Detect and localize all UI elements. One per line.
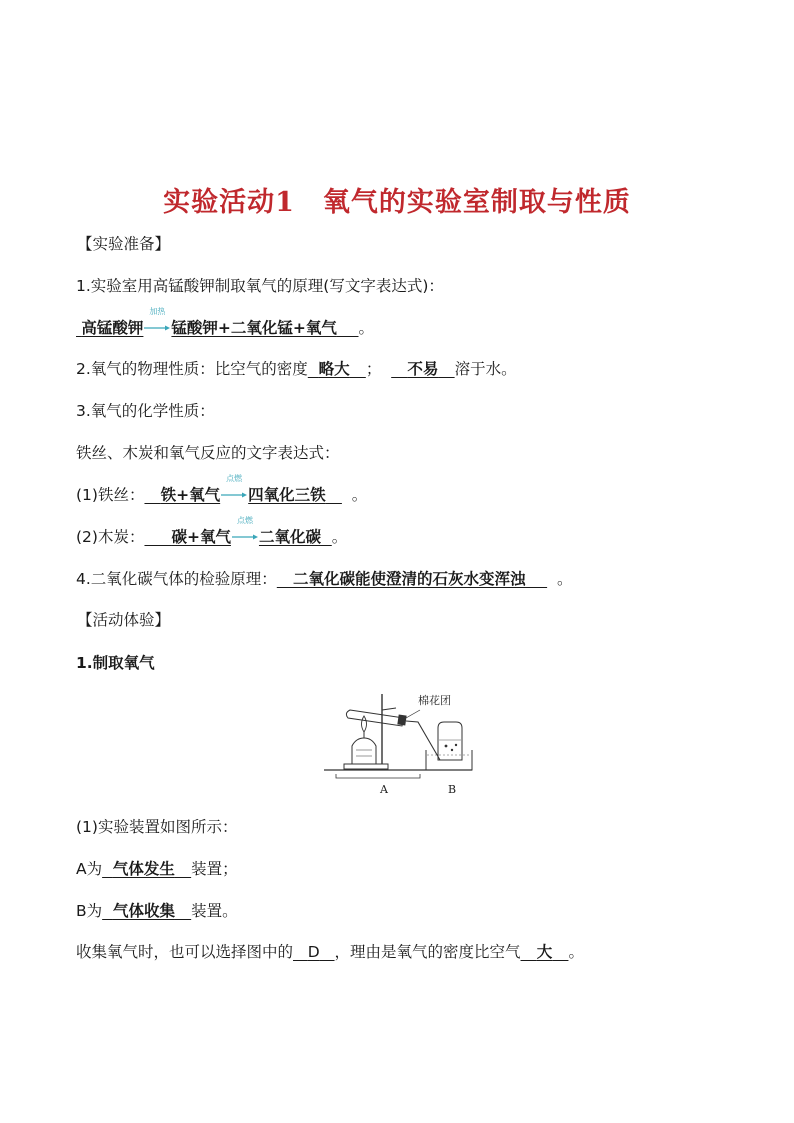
- q1-condition: 加热: [149, 307, 166, 316]
- act-a-answer-text: 气体发生: [112, 860, 175, 878]
- q2-answer1: [308, 360, 366, 378]
- act-b-answer: [102, 902, 191, 920]
- q3-iron-equation: [144, 474, 341, 504]
- page-title: 实验活动1 氧气的实验室制取与性质: [163, 187, 631, 218]
- act-collect-answer-text: D: [307, 943, 320, 961]
- section-activity-heading: 【活动体验】: [77, 611, 171, 629]
- section-prep-heading: 【实验准备】: [77, 235, 171, 253]
- act-collect-answer2-text: 大: [536, 943, 553, 961]
- q3-carbon-reactant: 碳+氧气: [171, 528, 231, 546]
- act-a-answer: [102, 860, 191, 878]
- q1-equation: [76, 307, 359, 337]
- act-collect-answer2: [521, 943, 569, 961]
- q3-iron-end: 。: [351, 486, 368, 504]
- q2-answer2-text: 不易: [407, 360, 439, 378]
- figure-label-a: A: [380, 783, 388, 796]
- q2-answer1-text: 略大: [318, 360, 350, 378]
- apparatus-figure: [322, 688, 482, 798]
- act-b-prefix: B为: [76, 902, 103, 920]
- q4-answer: [277, 570, 547, 588]
- q3-iron-reactant: 铁+氧气: [160, 486, 221, 504]
- q1-text: 1.实验室用高锰酸钾制取氧气的原理(写文字表达式)：: [76, 277, 444, 295]
- q3-carbon-condition: 点燃: [236, 516, 253, 525]
- act-b-suffix: 装置。: [191, 902, 238, 920]
- figure-label-b: B: [448, 783, 457, 796]
- q2-line: [76, 357, 517, 379]
- q2-answer2: [391, 360, 454, 378]
- q3-iron-prefix: (1)铁丝：: [76, 486, 145, 504]
- q4-answer-text: 二氧化碳能使澄清的石灰水变浑浊: [293, 570, 526, 588]
- q4-end: 。: [556, 570, 573, 588]
- q3-carbon-equation: [144, 516, 331, 546]
- q3-carbon-prefix: (2)木炭：: [76, 528, 145, 546]
- q3-text: 3.氧气的化学性质：: [76, 402, 215, 420]
- q2-prefix: 2.氧气的物理性质：比空气的密度: [76, 360, 308, 378]
- q1-answer-line: [76, 307, 375, 338]
- apparatus-drawing: [322, 688, 482, 784]
- q2-suffix: 溶于水。: [454, 360, 517, 378]
- act-collect-answer: [293, 943, 335, 961]
- act-a-suffix: 装置；: [191, 860, 238, 878]
- act-collect-prefix: 收集氧气时，也可以选择图中的: [76, 943, 294, 961]
- q1-products: 锰酸钾+二氧化锰+氧气: [171, 319, 337, 337]
- act-collect-end: 。: [568, 943, 584, 961]
- q4-line: [76, 567, 572, 589]
- q3-iron-condition: 点燃: [226, 474, 243, 483]
- reaction-arrow-icon: [232, 516, 258, 542]
- act-collect-line: [76, 940, 584, 962]
- act-b-answer-text: 气体收集: [112, 902, 175, 920]
- act-collect-mid: ，理由是氧气的密度比空气: [334, 943, 521, 961]
- q3-iron-product: 四氧化三铁: [248, 486, 326, 504]
- q3-carbon-line: [76, 516, 348, 547]
- act-a-prefix: A为: [76, 860, 103, 878]
- act-a-line: [76, 857, 238, 879]
- q4-prefix: 4.二氧化碳气体的检验原理：: [76, 570, 277, 588]
- q2-separator: ；: [365, 360, 382, 378]
- q3-carbon-product: 二氧化碳: [258, 528, 321, 546]
- act-setup-text: (1)实验装置如图所示：: [76, 818, 238, 836]
- activity-heading: 1.制取氧气: [76, 654, 155, 672]
- act-b-line: [76, 899, 238, 921]
- reaction-arrow-icon: [144, 307, 170, 333]
- q1-reactant: 高锰酸钾: [81, 319, 144, 337]
- reaction-arrow-icon: [221, 474, 247, 500]
- q3-carbon-end: 。: [331, 528, 348, 546]
- q3-intro: 铁丝、木炭和氧气反应的文字表达式：: [76, 444, 340, 462]
- figure-label-cotton: 棉花团: [418, 694, 451, 707]
- q3-iron-line: [76, 474, 368, 505]
- q1-end: 。: [358, 319, 375, 337]
